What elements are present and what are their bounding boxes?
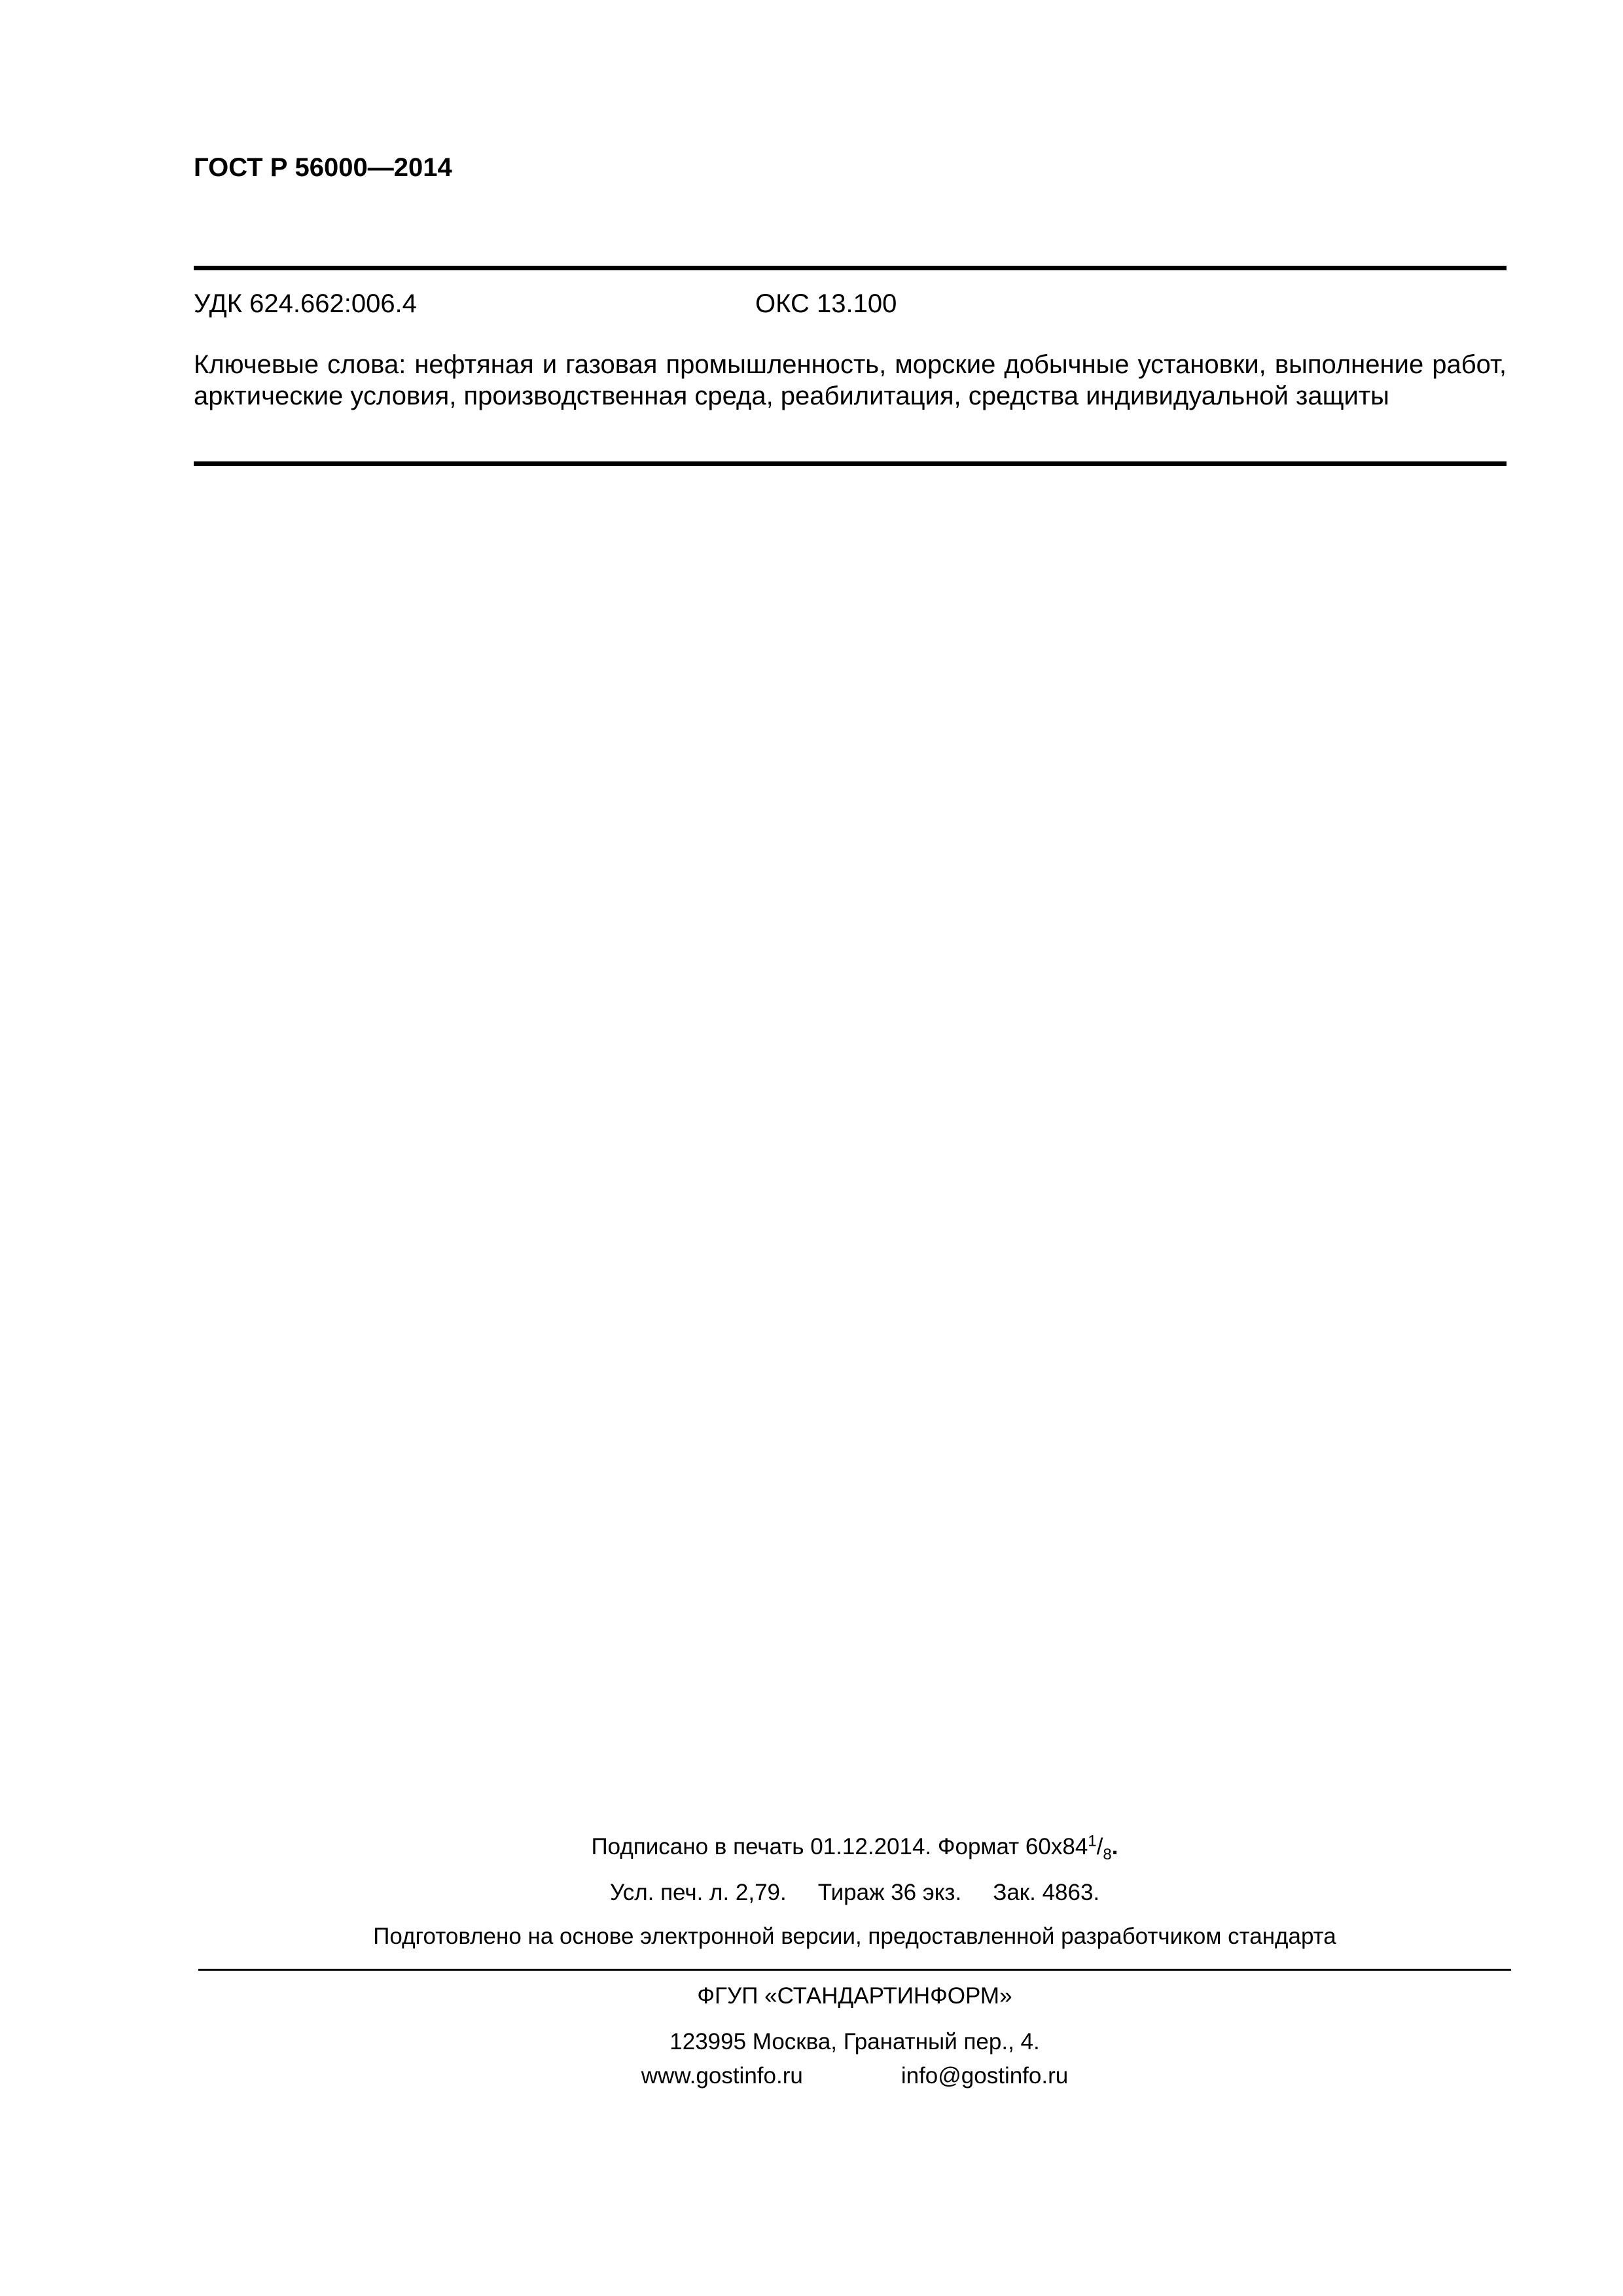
signed-for-print-line <box>198 1833 1511 1861</box>
keywords-paragraph: Ключевые слова: нефтяная и газовая промышленность, морские добычные установки, выполнение работ, арктические условия, производственная среда, реабилитация, средства индивидуальной защиты <box>194 350 1507 410</box>
oks-code: ОКС 13.100 <box>755 289 897 318</box>
signed-for-print-text: Подписано в печать 01.12.2014. Формат 60х84 <box>591 1834 1088 1859</box>
footer-divider <box>198 1969 1511 1971</box>
email-link[interactable]: info@gostinfo.ru <box>901 2063 1069 2089</box>
order-number: Зак. 4863. <box>993 1880 1100 1905</box>
print-details-line <box>198 1878 1511 1907</box>
format-numerator: 1 <box>1088 1832 1097 1850</box>
format-denominator: 8 <box>1103 1846 1112 1863</box>
udk-code: УДК 624.662:006.4 <box>194 289 417 318</box>
prepared-note: Подготовлено на основе электронной версии, предоставленной разработчиком стандарта <box>373 1924 1336 1949</box>
website-link[interactable]: www.gostinfo.ru <box>641 2063 803 2089</box>
keywords-divider <box>194 461 1507 466</box>
top-divider <box>194 266 1507 270</box>
circulation: Тираж 36 экз. <box>817 1880 962 1905</box>
format-end: . <box>1111 1834 1118 1859</box>
print-sheets: Усл. печ. л. 2,79. <box>609 1880 787 1905</box>
publisher-address: 123995 Москва, Гранатный пер., 4. <box>669 2029 1040 2054</box>
format-slash: / <box>1096 1834 1103 1859</box>
publisher-contacts <box>198 2062 1511 2090</box>
document-code: ГОСТ Р 56000—2014 <box>194 153 452 182</box>
publisher-name: ФГУП «СТАНДАРТИНФОРМ» <box>697 1983 1012 2009</box>
